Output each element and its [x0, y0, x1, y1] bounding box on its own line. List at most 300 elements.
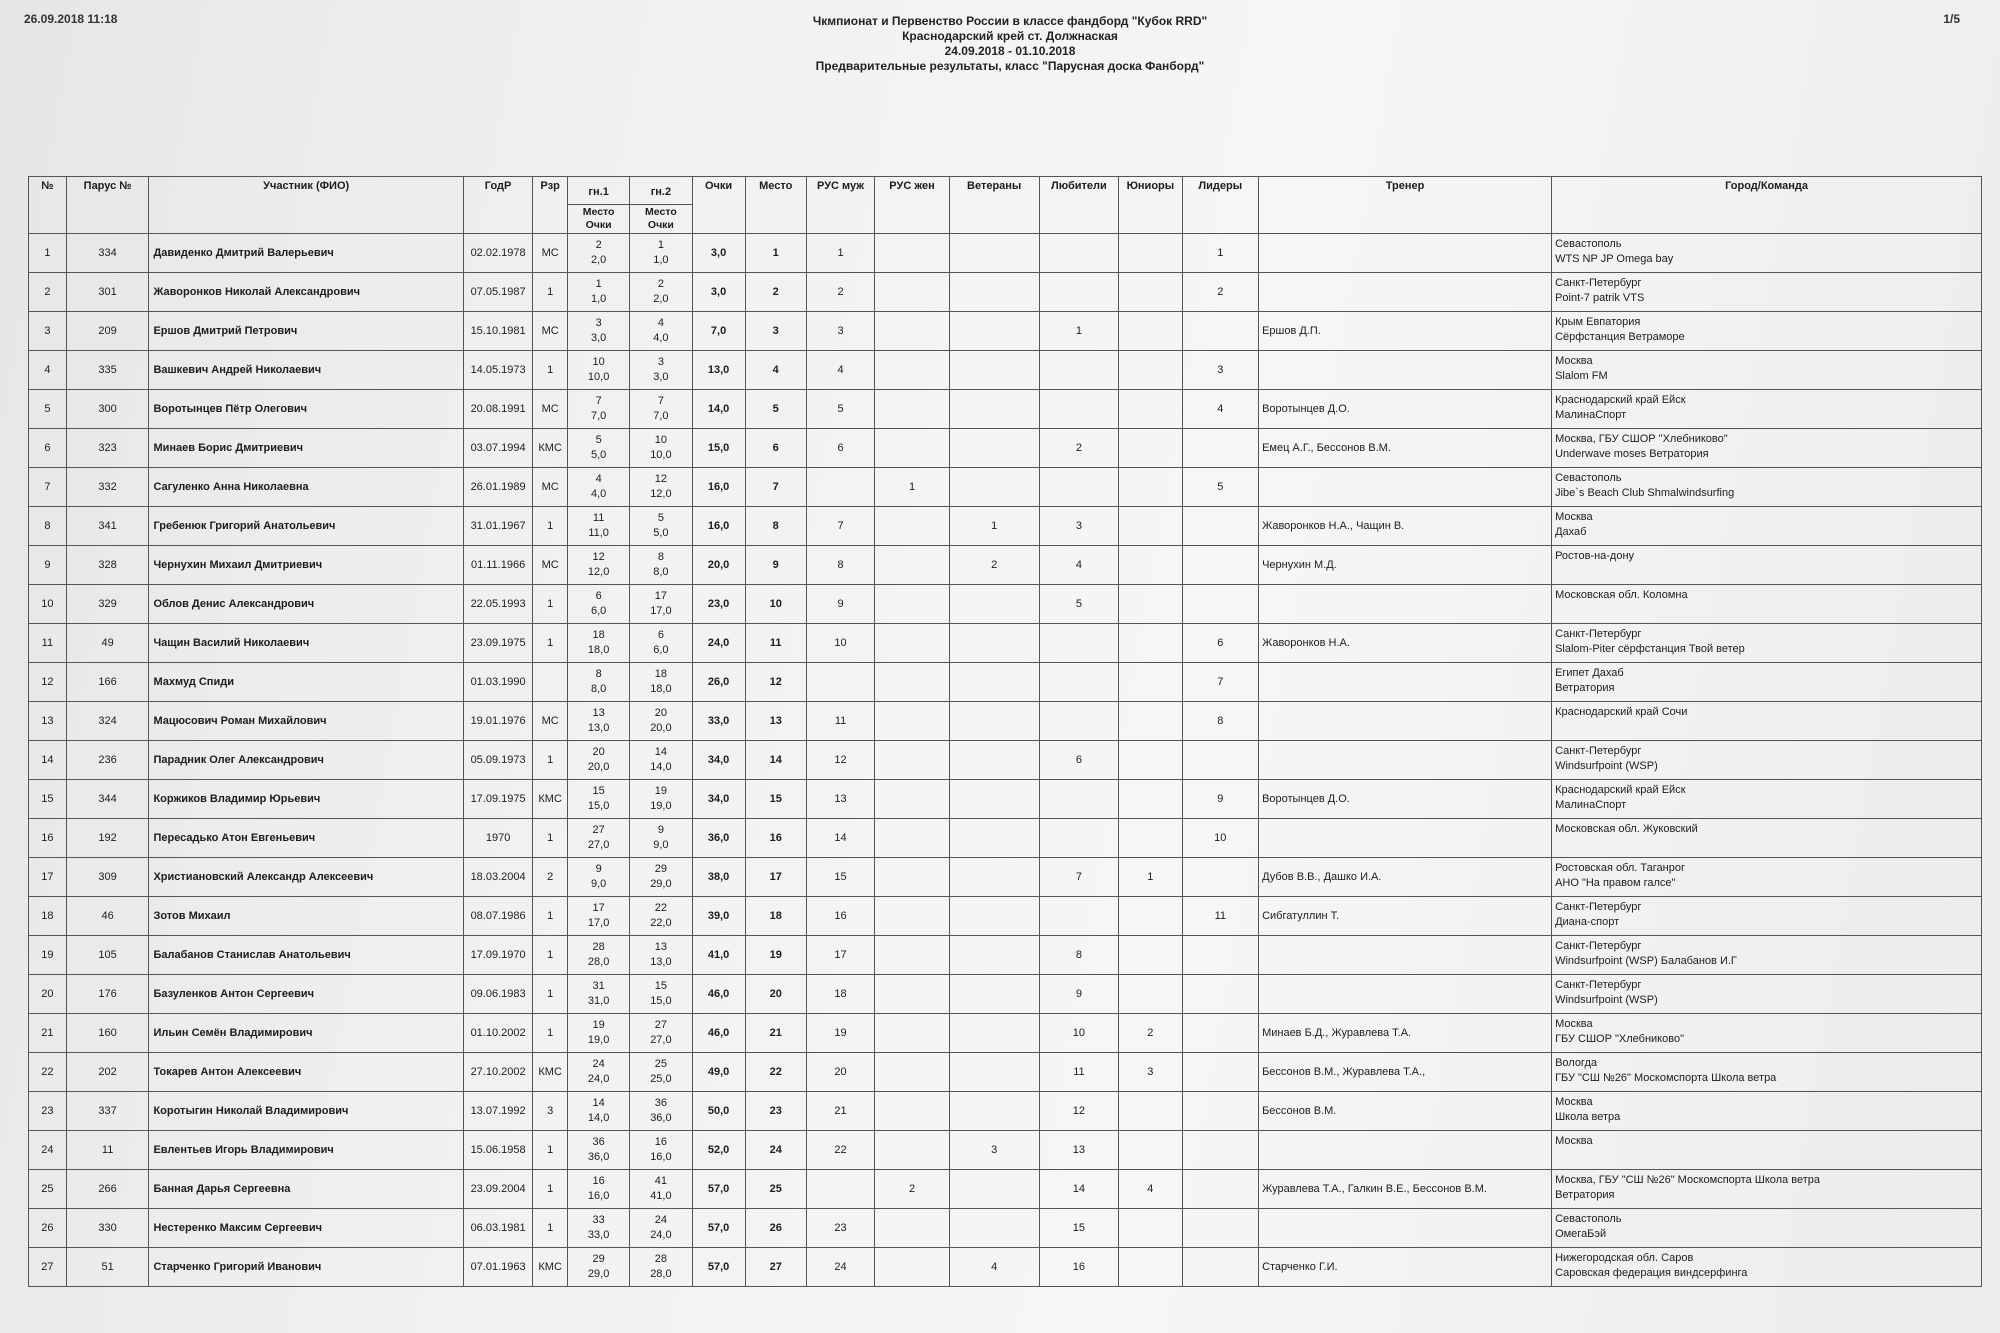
cell-rus-men: 6	[806, 429, 874, 468]
cell-leaders	[1182, 312, 1259, 351]
cell-points: 26,0	[692, 663, 745, 702]
cell-rus-women	[875, 312, 950, 351]
cell-coach	[1259, 351, 1552, 390]
cell-place: 3	[745, 312, 806, 351]
cell-place: 18	[745, 897, 806, 936]
cell-num: 9	[29, 546, 67, 585]
cell-amateurs: 15	[1039, 1209, 1119, 1248]
cell-rank: 1	[533, 897, 568, 936]
race-place: 14	[654, 746, 668, 758]
city-line: Нижегородская обл. Саров	[1555, 1252, 1694, 1264]
cell-sail: 329	[66, 585, 149, 624]
race-place: 7	[657, 395, 664, 407]
cell-leaders: 7	[1182, 663, 1259, 702]
cell-num: 18	[29, 897, 67, 936]
col-header-juniors: Юниоры	[1119, 177, 1182, 234]
table-row	[29, 1053, 1982, 1092]
cell-rus-men: 2	[806, 273, 874, 312]
header-line: 24.09.2018 - 01.10.2018	[944, 44, 1076, 58]
cell-amateurs: 7	[1039, 858, 1119, 897]
city-line: Санкт-Петербург	[1555, 979, 1642, 991]
cell-rank: 3	[533, 1092, 568, 1131]
cell-race2	[630, 312, 692, 351]
cell-veterans	[949, 702, 1039, 741]
cell-sail: 202	[66, 1053, 149, 1092]
cell-race2	[630, 1248, 692, 1287]
race-place: 29	[654, 863, 668, 875]
race-points: 12,0	[587, 566, 610, 578]
cell-leaders	[1182, 975, 1259, 1014]
race-place: 17	[654, 590, 668, 602]
cell-participant: Токарев Антон Алексеевич	[149, 1053, 463, 1092]
col-header-race2: гн.2	[630, 177, 692, 205]
race-points: 8,0	[590, 683, 607, 695]
cell-rus-women	[875, 858, 950, 897]
cell-dob: 31.01.1967	[463, 507, 532, 546]
race-points: 7,0	[653, 410, 669, 422]
race-place: 7	[595, 395, 602, 407]
cell-place: 5	[745, 390, 806, 429]
race-place: 1	[657, 239, 664, 251]
race-place: 5	[595, 434, 602, 446]
cell-amateurs: 4	[1039, 546, 1119, 585]
cell-leaders: 6	[1182, 624, 1259, 663]
team-line: Диана-спорт	[1555, 916, 1620, 928]
race-points: 15,0	[650, 995, 672, 1007]
cell-rank: 1	[533, 1209, 568, 1248]
document-header	[590, 14, 1430, 74]
cell-coach: Воротынцев Д.О.	[1259, 390, 1552, 429]
cell-dob: 03.07.1994	[463, 429, 532, 468]
cell-rus-women	[875, 663, 950, 702]
race-place: 12	[654, 473, 668, 485]
cell-race1	[568, 1053, 630, 1092]
cell-dob: 18.03.2004	[463, 858, 532, 897]
city-line: Москва, ГБУ СШОР "Хлебниково"	[1555, 433, 1728, 445]
cell-participant: Воротынцев Пётр Олегович	[149, 390, 463, 429]
cell-num: 2	[29, 273, 67, 312]
cell-dob: 26.01.1989	[463, 468, 532, 507]
cell-place: 13	[745, 702, 806, 741]
team-line: ГБУ "СШ №26" Москомспорта Школа ветра	[1555, 1072, 1777, 1084]
cell-participant: Христиановский Александр Алексеевич	[149, 858, 463, 897]
cell-rank: 1	[533, 273, 568, 312]
cell-dob: 01.10.2002	[463, 1014, 532, 1053]
cell-rank: МС	[533, 546, 568, 585]
cell-rus-men: 1	[806, 234, 874, 273]
race-place: 18	[592, 629, 605, 641]
cell-sail: 341	[66, 507, 149, 546]
race-points: 6,0	[590, 605, 607, 617]
cell-veterans	[949, 663, 1039, 702]
city-line: Московская обл. Коломна	[1555, 589, 1688, 601]
cell-place: 6	[745, 429, 806, 468]
cell-veterans	[949, 741, 1039, 780]
cell-race1	[568, 273, 630, 312]
cell-place: 26	[745, 1209, 806, 1248]
city-line: Москва	[1555, 1135, 1593, 1147]
cell-points: 16,0	[692, 507, 745, 546]
cell-num: 1	[29, 234, 67, 273]
table-row	[29, 1170, 1982, 1209]
cell-rank: КМС	[533, 429, 568, 468]
cell-city	[1552, 429, 1982, 468]
cell-leaders: 8	[1182, 702, 1259, 741]
cell-participant: Жаворонков Николай Александрович	[149, 273, 463, 312]
cell-participant: Ильин Семён Владимирович	[149, 1014, 463, 1053]
cell-city	[1552, 585, 1982, 624]
cell-rus-men: 8	[806, 546, 874, 585]
cell-city	[1552, 1092, 1982, 1131]
city-line: Египет Дахаб	[1555, 667, 1624, 679]
cell-race2	[630, 1014, 692, 1053]
cell-points: 23,0	[692, 585, 745, 624]
cell-rus-women	[875, 507, 950, 546]
cell-sail: 166	[66, 663, 149, 702]
cell-rus-men: 14	[806, 819, 874, 858]
team-line: Windsurfpoint (WSP) Балабанов И.Г	[1555, 955, 1737, 967]
race-place: 22	[654, 902, 668, 914]
cell-sail: 49	[66, 624, 149, 663]
cell-dob: 15.10.1981	[463, 312, 532, 351]
race-points: 41,0	[650, 1190, 672, 1202]
cell-coach	[1259, 468, 1552, 507]
cell-num: 20	[29, 975, 67, 1014]
cell-amateurs	[1039, 819, 1119, 858]
cell-rank: КМС	[533, 1053, 568, 1092]
race-place: 25	[654, 1058, 668, 1070]
cell-points: 33,0	[692, 702, 745, 741]
cell-veterans: 1	[949, 507, 1039, 546]
cell-sail: 323	[66, 429, 149, 468]
cell-rus-men: 22	[806, 1131, 874, 1170]
cell-rus-men	[806, 468, 874, 507]
cell-race1	[568, 936, 630, 975]
race-points: 24,0	[587, 1073, 610, 1085]
cell-place: 19	[745, 936, 806, 975]
cell-race1	[568, 234, 630, 273]
cell-num: 21	[29, 1014, 67, 1053]
race-place: 17	[592, 902, 605, 914]
cell-place: 24	[745, 1131, 806, 1170]
cell-rus-women: 2	[875, 1170, 950, 1209]
cell-amateurs	[1039, 468, 1119, 507]
cell-sail: 335	[66, 351, 149, 390]
race-points: 4,0	[653, 332, 669, 344]
cell-city	[1552, 897, 1982, 936]
cell-participant: Махмуд Спиди	[149, 663, 463, 702]
cell-race2	[630, 663, 692, 702]
cell-sail: 160	[66, 1014, 149, 1053]
cell-coach: Жаворонков Н.А.	[1259, 624, 1552, 663]
cell-coach	[1259, 819, 1552, 858]
cell-veterans	[949, 390, 1039, 429]
cell-race2	[630, 273, 692, 312]
cell-city	[1552, 546, 1982, 585]
race-place: 18	[654, 668, 668, 680]
city-line: Вологда	[1555, 1057, 1597, 1069]
cell-race1	[568, 819, 630, 858]
cell-veterans: 3	[949, 1131, 1039, 1170]
cell-dob: 17.09.1970	[463, 936, 532, 975]
cell-sail: 332	[66, 468, 149, 507]
cell-coach: Ершов Д.П.	[1259, 312, 1552, 351]
cell-rus-women	[875, 1053, 950, 1092]
col-header-points: Очки	[692, 177, 745, 234]
race-place: 16	[654, 1136, 668, 1148]
team-line: Саровская федерация виндсерфинга	[1555, 1267, 1748, 1279]
cell-leaders: 10	[1182, 819, 1259, 858]
cell-rank: 1	[533, 936, 568, 975]
table-row	[29, 897, 1982, 936]
cell-place: 9	[745, 546, 806, 585]
team-line: МалинаСпорт	[1555, 799, 1627, 811]
race-points: 15,0	[587, 800, 610, 812]
cell-race1	[568, 468, 630, 507]
race-place: 27	[592, 824, 605, 836]
cell-sail: 309	[66, 858, 149, 897]
cell-rus-women	[875, 897, 950, 936]
race-place: 9	[595, 863, 602, 875]
cell-rank: МС	[533, 234, 568, 273]
cell-rus-women	[875, 1209, 950, 1248]
race-points: 12,0	[650, 488, 672, 500]
race-place: 5	[657, 512, 664, 524]
cell-veterans	[949, 429, 1039, 468]
cell-rus-women	[875, 1014, 950, 1053]
cell-points: 46,0	[692, 1014, 745, 1053]
cell-dob: 20.08.1991	[463, 390, 532, 429]
cell-race1	[568, 624, 630, 663]
cell-juniors	[1119, 624, 1182, 663]
cell-leaders	[1182, 1053, 1259, 1092]
cell-race1	[568, 741, 630, 780]
cell-leaders	[1182, 858, 1259, 897]
cell-veterans	[949, 1209, 1039, 1248]
team-line: МалинаСпорт	[1555, 409, 1627, 421]
race-points: 29,0	[587, 1268, 610, 1280]
race-points: 4,0	[590, 488, 607, 500]
cell-rus-men: 21	[806, 1092, 874, 1131]
race-points: 5,0	[590, 449, 607, 461]
cell-participant: Коржиков Владимир Юрьевич	[149, 780, 463, 819]
cell-dob: 08.07.1986	[463, 897, 532, 936]
col-header-coach: Тренер	[1259, 177, 1552, 234]
race-points: 10,0	[650, 449, 672, 461]
cell-juniors	[1119, 819, 1182, 858]
cell-rus-men: 19	[806, 1014, 874, 1053]
cell-coach	[1259, 741, 1552, 780]
cell-leaders	[1182, 1170, 1259, 1209]
cell-place: 21	[745, 1014, 806, 1053]
col-header-num: №	[29, 177, 67, 234]
race-place: 36	[654, 1097, 668, 1109]
cell-sail: 328	[66, 546, 149, 585]
cell-race1	[568, 858, 630, 897]
cell-city	[1552, 780, 1982, 819]
cell-juniors	[1119, 1092, 1182, 1131]
cell-num: 13	[29, 702, 67, 741]
cell-juniors	[1119, 1209, 1182, 1248]
cell-dob: 09.06.1983	[463, 975, 532, 1014]
cell-rus-men	[806, 1170, 874, 1209]
cell-num: 6	[29, 429, 67, 468]
cell-juniors	[1119, 468, 1182, 507]
race-points: 28,0	[587, 956, 610, 968]
race-points: 19,0	[650, 800, 672, 812]
cell-leaders: 11	[1182, 897, 1259, 936]
cell-points: 7,0	[692, 312, 745, 351]
race-place: 8	[657, 551, 664, 563]
cell-rank: КМС	[533, 780, 568, 819]
cell-race1	[568, 1092, 630, 1131]
city-line: Санкт-Петербург	[1555, 277, 1642, 289]
team-line: Windsurfpoint (WSP)	[1555, 994, 1658, 1006]
cell-race2	[630, 975, 692, 1014]
cell-rus-women	[875, 1092, 950, 1131]
race-place: 15	[592, 785, 605, 797]
cell-rus-men: 11	[806, 702, 874, 741]
cell-race1	[568, 585, 630, 624]
cell-leaders	[1182, 429, 1259, 468]
cell-race2	[630, 1053, 692, 1092]
race-place: 1	[595, 278, 602, 290]
race-place: 2	[657, 278, 664, 290]
cell-place: 27	[745, 1248, 806, 1287]
cell-juniors	[1119, 351, 1182, 390]
race-points: 27,0	[587, 839, 610, 851]
cell-juniors	[1119, 702, 1182, 741]
table-row	[29, 585, 1982, 624]
cell-rus-men: 10	[806, 624, 874, 663]
cell-coach: Емец А.Г., Бессонов В.М.	[1259, 429, 1552, 468]
cell-amateurs	[1039, 390, 1119, 429]
cell-num: 23	[29, 1092, 67, 1131]
cell-rank: 1	[533, 585, 568, 624]
race-place: 24	[654, 1214, 668, 1226]
cell-coach: Воротынцев Д.О.	[1259, 780, 1552, 819]
cell-coach: Журавлева Т.А., Галкин В.Е., Бессонов В.М.	[1259, 1170, 1552, 1209]
cell-dob: 02.02.1978	[463, 234, 532, 273]
cell-race1	[568, 1170, 630, 1209]
cell-juniors	[1119, 234, 1182, 273]
cell-amateurs: 2	[1039, 429, 1119, 468]
race-points: 9,0	[653, 839, 669, 851]
cell-coach	[1259, 1209, 1552, 1248]
table-row	[29, 1014, 1982, 1053]
cell-juniors	[1119, 780, 1182, 819]
team-line: Ветратория	[1555, 682, 1615, 694]
cell-place: 25	[745, 1170, 806, 1209]
table-row	[29, 1092, 1982, 1131]
cell-veterans	[949, 273, 1039, 312]
race-points: 18,0	[650, 683, 672, 695]
cell-points: 14,0	[692, 390, 745, 429]
cell-dob: 06.03.1981	[463, 1209, 532, 1248]
cell-dob: 05.09.1973	[463, 741, 532, 780]
cell-race1	[568, 1209, 630, 1248]
cell-amateurs	[1039, 897, 1119, 936]
col-header-rus-women: РУС жен	[875, 177, 950, 234]
table-row	[29, 429, 1982, 468]
cell-coach	[1259, 702, 1552, 741]
cell-coach	[1259, 663, 1552, 702]
cell-amateurs: 8	[1039, 936, 1119, 975]
cell-juniors	[1119, 390, 1182, 429]
race-points: 31,0	[587, 995, 610, 1007]
table-row	[29, 546, 1982, 585]
cell-veterans	[949, 819, 1039, 858]
cell-num: 14	[29, 741, 67, 780]
cell-rus-women	[875, 234, 950, 273]
race-place: 6	[595, 590, 602, 602]
cell-veterans	[949, 468, 1039, 507]
cell-juniors: 2	[1119, 1014, 1182, 1053]
cell-participant: Пересадько Атон Евгеньевич	[149, 819, 463, 858]
cell-juniors: 1	[1119, 858, 1182, 897]
race-points: 3,0	[653, 371, 669, 383]
cell-place: 1	[745, 234, 806, 273]
cell-points: 46,0	[692, 975, 745, 1014]
cell-race2	[630, 858, 692, 897]
cell-city	[1552, 390, 1982, 429]
cell-participant: Нестеренко Максим Сергеевич	[149, 1209, 463, 1248]
cell-city	[1552, 624, 1982, 663]
cell-rus-men: 4	[806, 351, 874, 390]
cell-amateurs	[1039, 351, 1119, 390]
cell-participant: Старченко Григорий Иванович	[149, 1248, 463, 1287]
race-place: 33	[592, 1214, 605, 1226]
cell-leaders	[1182, 1209, 1259, 1248]
cell-juniors	[1119, 897, 1182, 936]
race-points: 7,0	[590, 410, 607, 422]
cell-dob: 22.05.1993	[463, 585, 532, 624]
cell-city	[1552, 1248, 1982, 1287]
city-line: Ростовская обл. Таганрог	[1555, 862, 1685, 874]
cell-amateurs: 16	[1039, 1248, 1119, 1287]
cell-race1	[568, 429, 630, 468]
cell-juniors	[1119, 429, 1182, 468]
race-place: 12	[592, 551, 605, 563]
cell-participant: Мацюсович Роман Михайлович	[149, 702, 463, 741]
col-subheader-race1: Место Очки	[568, 205, 630, 234]
cell-participant: Вашкевич Андрей Николаевич	[149, 351, 463, 390]
cell-rus-women	[875, 585, 950, 624]
cell-city	[1552, 663, 1982, 702]
cell-city	[1552, 1170, 1982, 1209]
cell-num: 4	[29, 351, 67, 390]
cell-rank: 2	[533, 858, 568, 897]
cell-rus-men: 9	[806, 585, 874, 624]
race-place: 41	[654, 1175, 668, 1187]
cell-rus-women	[875, 390, 950, 429]
cell-veterans	[949, 234, 1039, 273]
cell-juniors: 4	[1119, 1170, 1182, 1209]
team-line: АНО "На правом галсе"	[1555, 877, 1676, 889]
cell-veterans	[949, 624, 1039, 663]
cell-rus-women	[875, 1131, 950, 1170]
cell-race1	[568, 1248, 630, 1287]
cell-juniors	[1119, 741, 1182, 780]
cell-coach: Старченко Г.И.	[1259, 1248, 1552, 1287]
cell-rank: 1	[533, 741, 568, 780]
cell-juniors	[1119, 585, 1182, 624]
cell-points: 16,0	[692, 468, 745, 507]
cell-juniors	[1119, 273, 1182, 312]
cell-dob: 14.05.1973	[463, 351, 532, 390]
table-row	[29, 780, 1982, 819]
cell-city	[1552, 468, 1982, 507]
